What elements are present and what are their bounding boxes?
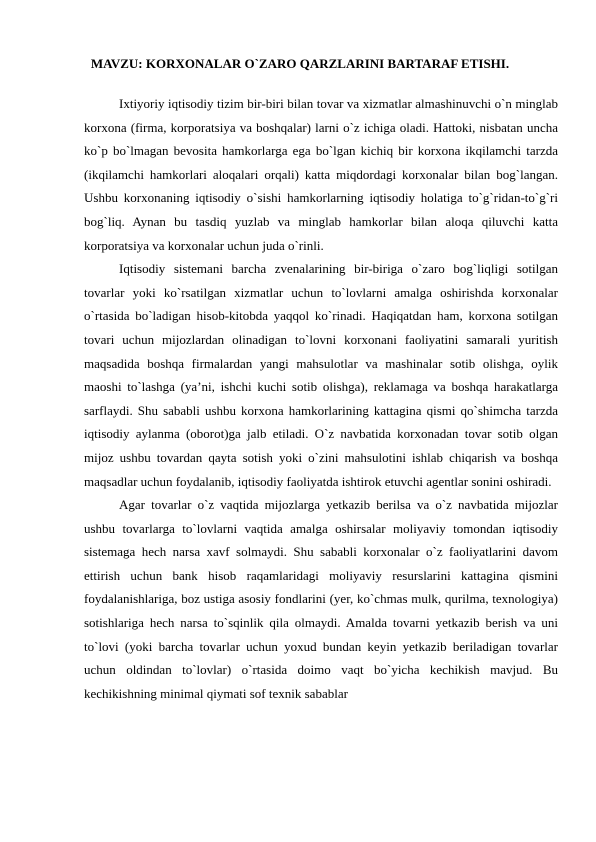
paragraph: Ixtiyoriy iqtisodiy tizim bir-biri bilan tovar va xizmatlar almashinuvchi o`n minglab korxona (firma, korporatsiya va boshqalar) larni o`z ichiga oladi. Hattoki, nisbatan uncha ko`p bo`lmagan bevosita hamkorlarga ega bo`lgan kichiq bir korxona ikqilamchi tarzda (ikqilamchi hamkorlari aloqalari orqali) katta miqdordagi korxonalar bilan bog`langan. Ushbu korxonaning iqtisodiy o`sishi hamkorlarning iqtisodiy holatiga to`g`ridan-to`g`ri bog`liq. Aynan bu tasdiq yuzlab va minglab hamkorlar bilan aloqa qiluvchi katta korporatsiya va korxonalar uchun juda o`rinli. (84, 96, 558, 253)
paragraph: Iqtisodiy sistemani barcha zvenalarining bir-biriga o`zaro bog`liqligi sotilgan tovarlar yoki ko`rsatilgan xizmatlar uchun to`lovlarni amalga oshirishda korxonalar o`rtasida bo`ladigan hisob-kitobda yaqqol ko`rinadi. Haqiqatdan ham, korxona sotilgan tovari uchun mijozlardan olinadigan to`lovni korxonani faoliyatini samarali yuritish maqsadida boshqa firmalardan yangi mahsulotlar va mashinalar sotib olishga, oylik maoshi to`lashga (ya’ni, ishchi kuchi sotib olishga), reklamaga va boshqa harakatlarga sarflaydi. Shu sababli ushbu korxona hamkorlarining kattagina qismi qo`shimcha tarzda iqtisodiy aylanma (oborot)ga jalb etiladi. O`z navbatida korxonadan tovar sotib olgan mijoz ushbu tovardan qayta sotish yoki o`zini mahsulotini ishlab chiqarish va boshqa maqsadlar uchun foydalanib, iqtisodiy faoliyatda ishtirok etuvchi agentlar sonini oshiradi. (84, 261, 558, 489)
paragraph: Agar tovarlar o`z vaqtida mijozlarga yetkazib berilsa va o`z navbatida mijozlar ushbu tovarlarga to`lovlarni vaqtida amalga oshirsalar moliyaviy tomondan iqtisodiy sistemaga hech narsa xavf solmaydi. Shu sababli korxonalar o`z faoliyatlarini davom ettirish uchun bank hisob raqamlaridagi moliyaviy resurslarini kattagina qismini foydalanishlariga, boz ustiga asosiy fondlarini (yer, ko`chmas mulk, qurilma, texnologiya) sotishlariga hech narsa to`sqinlik qila olmaydi. Amalda tovarni yetkazib berish va uni to`lovi (yoki barcha tovarlar uchun yoxud bundan keyin yetkazib beriladigan tovarlar uchun oldindan to`lovlar) o`rtasida doimo vaqt bo`yicha kechikish mavjud. Bu kechikishning minimal qiymati sof texnik sabablar (84, 497, 558, 701)
document-body (84, 92, 558, 705)
document-title: MAVZU: KORXONALAR O`ZARO QARZLARINI BARTARAF ETISHI. (90, 56, 510, 71)
